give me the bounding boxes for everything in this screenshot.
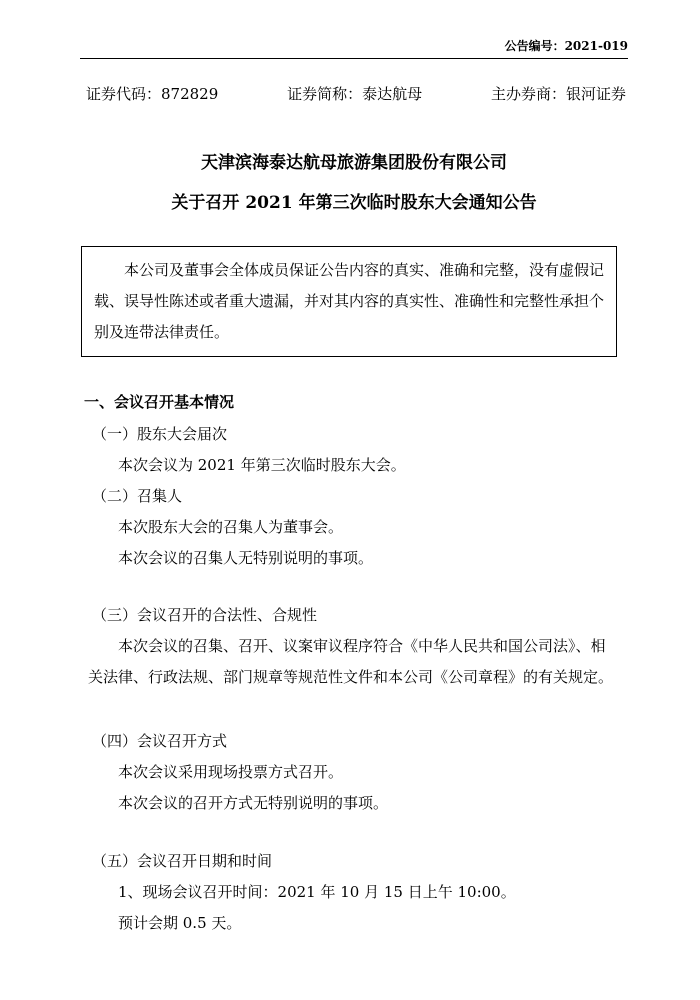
section-heading-basic-info: 一、会议召开基本情况 bbox=[84, 393, 235, 411]
announcement-number: 公告编号：2021-019 bbox=[80, 37, 628, 59]
security-abbreviation: 证券简称：泰达航母 bbox=[287, 85, 423, 103]
paragraph-onsite-time: 1、现场会议召开时间：2021 年 10 月 15 日上午 10:00。 bbox=[118, 883, 516, 901]
security-code: 证券代码：872829 bbox=[86, 85, 219, 103]
paragraph-convener-note: 本次会议的召集人无特别说明的事项。 bbox=[118, 549, 374, 567]
sponsor-broker: 主办券商：银河证券 bbox=[490, 85, 626, 103]
subsection-heading-convener: （二）召集人 bbox=[92, 487, 183, 505]
announcement-title: 关于召开 2021 年第三次临时股东大会通知公告 bbox=[171, 193, 537, 213]
subsection-heading-method: （四）会议召开方式 bbox=[92, 732, 228, 750]
subsection-heading-datetime: （五）会议召开日期和时间 bbox=[92, 852, 273, 870]
security-meta-row bbox=[86, 83, 626, 104]
paragraph-method-note: 本次会议的召开方式无特别说明的事项。 bbox=[118, 794, 389, 812]
paragraph-method: 本次会议采用现场投票方式召开。 bbox=[118, 763, 344, 781]
subsection-heading-legality: （三）会议召开的合法性、合规性 bbox=[92, 606, 318, 624]
paragraph-duration: 预计会期 0.5 天。 bbox=[118, 914, 242, 932]
paragraph-session: 本次会议为 2021 年第三次临时股东大会。 bbox=[118, 456, 406, 474]
subsection-heading-session: （一）股东大会届次 bbox=[92, 425, 228, 443]
paragraph-legality-line1: 本次会议的召集、召开、议案审议程序符合《中华人民共和国公司法》、相 bbox=[118, 637, 606, 655]
company-name-title: 天津滨海泰达航母旅游集团股份有限公司 bbox=[201, 153, 507, 173]
disclaimer-box: 本公司及董事会全体成员保证公告内容的真实、准确和完整，没有虚假记载、误导性陈述或者重大遗漏，并对其内容的真实性、准确性和完整性承担个别及连带法律责任。 bbox=[81, 246, 617, 357]
paragraph-legality-line2: 关法律、行政法规、部门规章等规范性文件和本公司《公司章程》的有关规定。 bbox=[88, 668, 614, 686]
paragraph-convener: 本次股东大会的召集人为董事会。 bbox=[118, 518, 344, 536]
